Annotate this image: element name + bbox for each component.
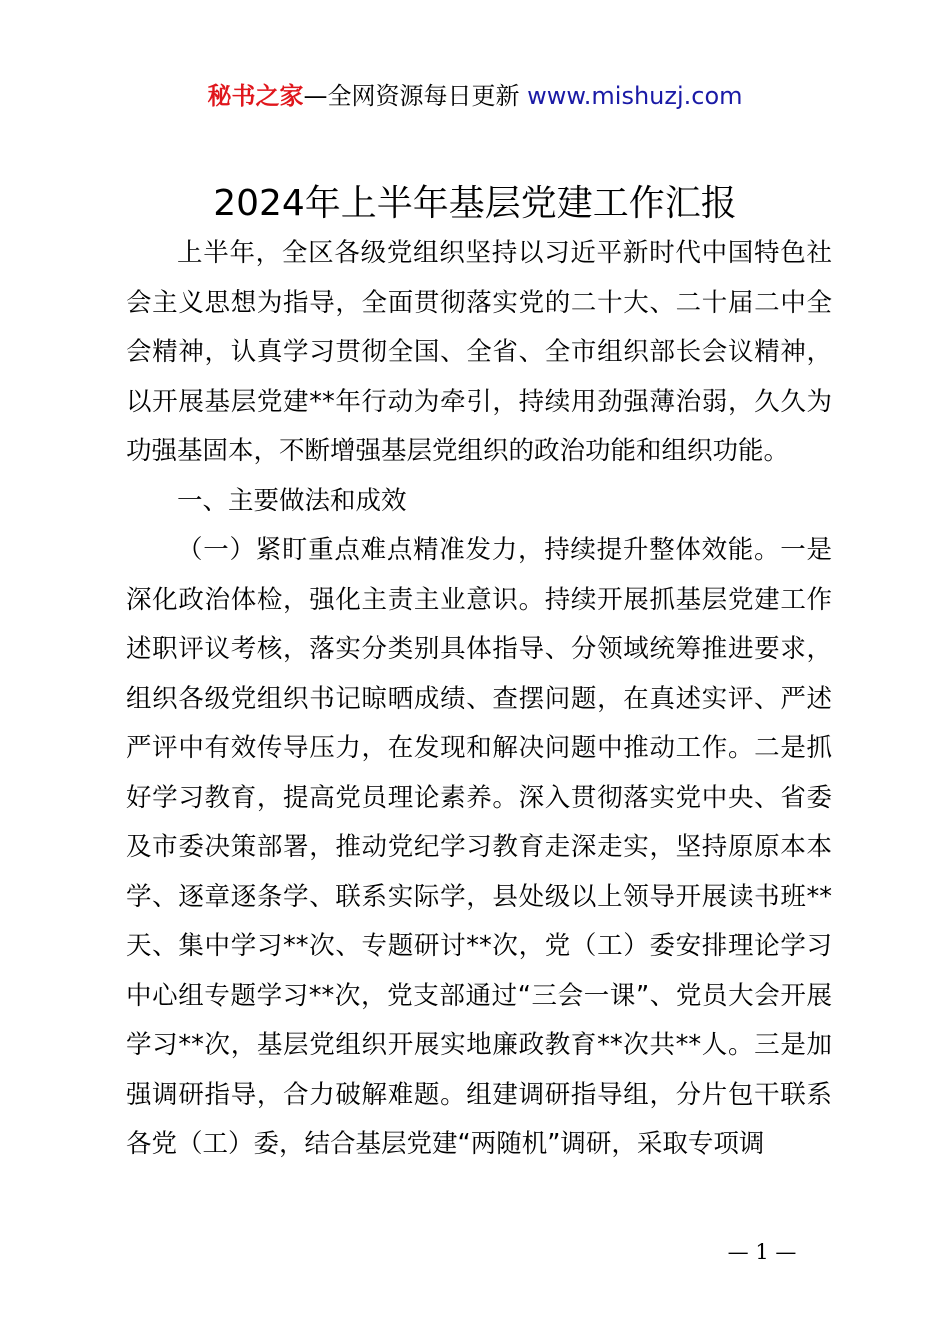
site-tagline: —全网资源每日更新 (303, 82, 528, 110)
site-url-link[interactable]: www.mishuzj.com (527, 82, 743, 110)
section-heading: 一、主要做法和成效 (177, 485, 407, 516)
site-brand: 秘书之家 (207, 82, 304, 110)
document-body (126, 229, 832, 1170)
body-paragraph: （一）紧盯重点难点精准发力，持续提升整体效能。一是深化政治体检，强化主责主业意识。持续开展抓基层党建工作述职评议考核，落实分类别具体指导、分领域统筹推进要求，组织各级党组织书记晾晒成绩、查摆问题，在真述实评、严述严评中有效传导压力，在发现和解决问题中推动工作。二是抓好学习教育，提高党员理论素养。深入贯彻落实党中央、省委及市委决策部署，推动党纪学习教育走深走实，坚持原原本本学、逐章逐条学、联系实际学，县处级以上领导开展读书班**天、集中学习**次、专题研讨**次，党（工）委安排理论学习中心组专题学习**次，党支部通过“三会一课”、党员大会开展学习**次，基层党组织开展实地廉政教育**次共**人。三是加强调研指导，合力破解难题。组建调研指导组，分片包干联系各党（工）委，结合基层党建“两随机”调研，采取专项调 (126, 535, 832, 1159)
page-number: — 1 — (727, 1240, 797, 1264)
site-header (0, 80, 950, 112)
intro-paragraph: 上半年，全区各级党组织坚持以习近平新时代中国特色社会主义思想为指导，全面贯彻落实党的二十大、二十届二中全会精神，认真学习贯彻全国、全省、全市组织部长会议精神，以开展基层党建**年行动为牵引，持续用劲强薄治弱，久久为功强基固本，不断增强基层党组织的政治功能和组织功能。 (126, 238, 832, 466)
document-title: 2024年上半年基层党建工作汇报 (213, 183, 737, 224)
